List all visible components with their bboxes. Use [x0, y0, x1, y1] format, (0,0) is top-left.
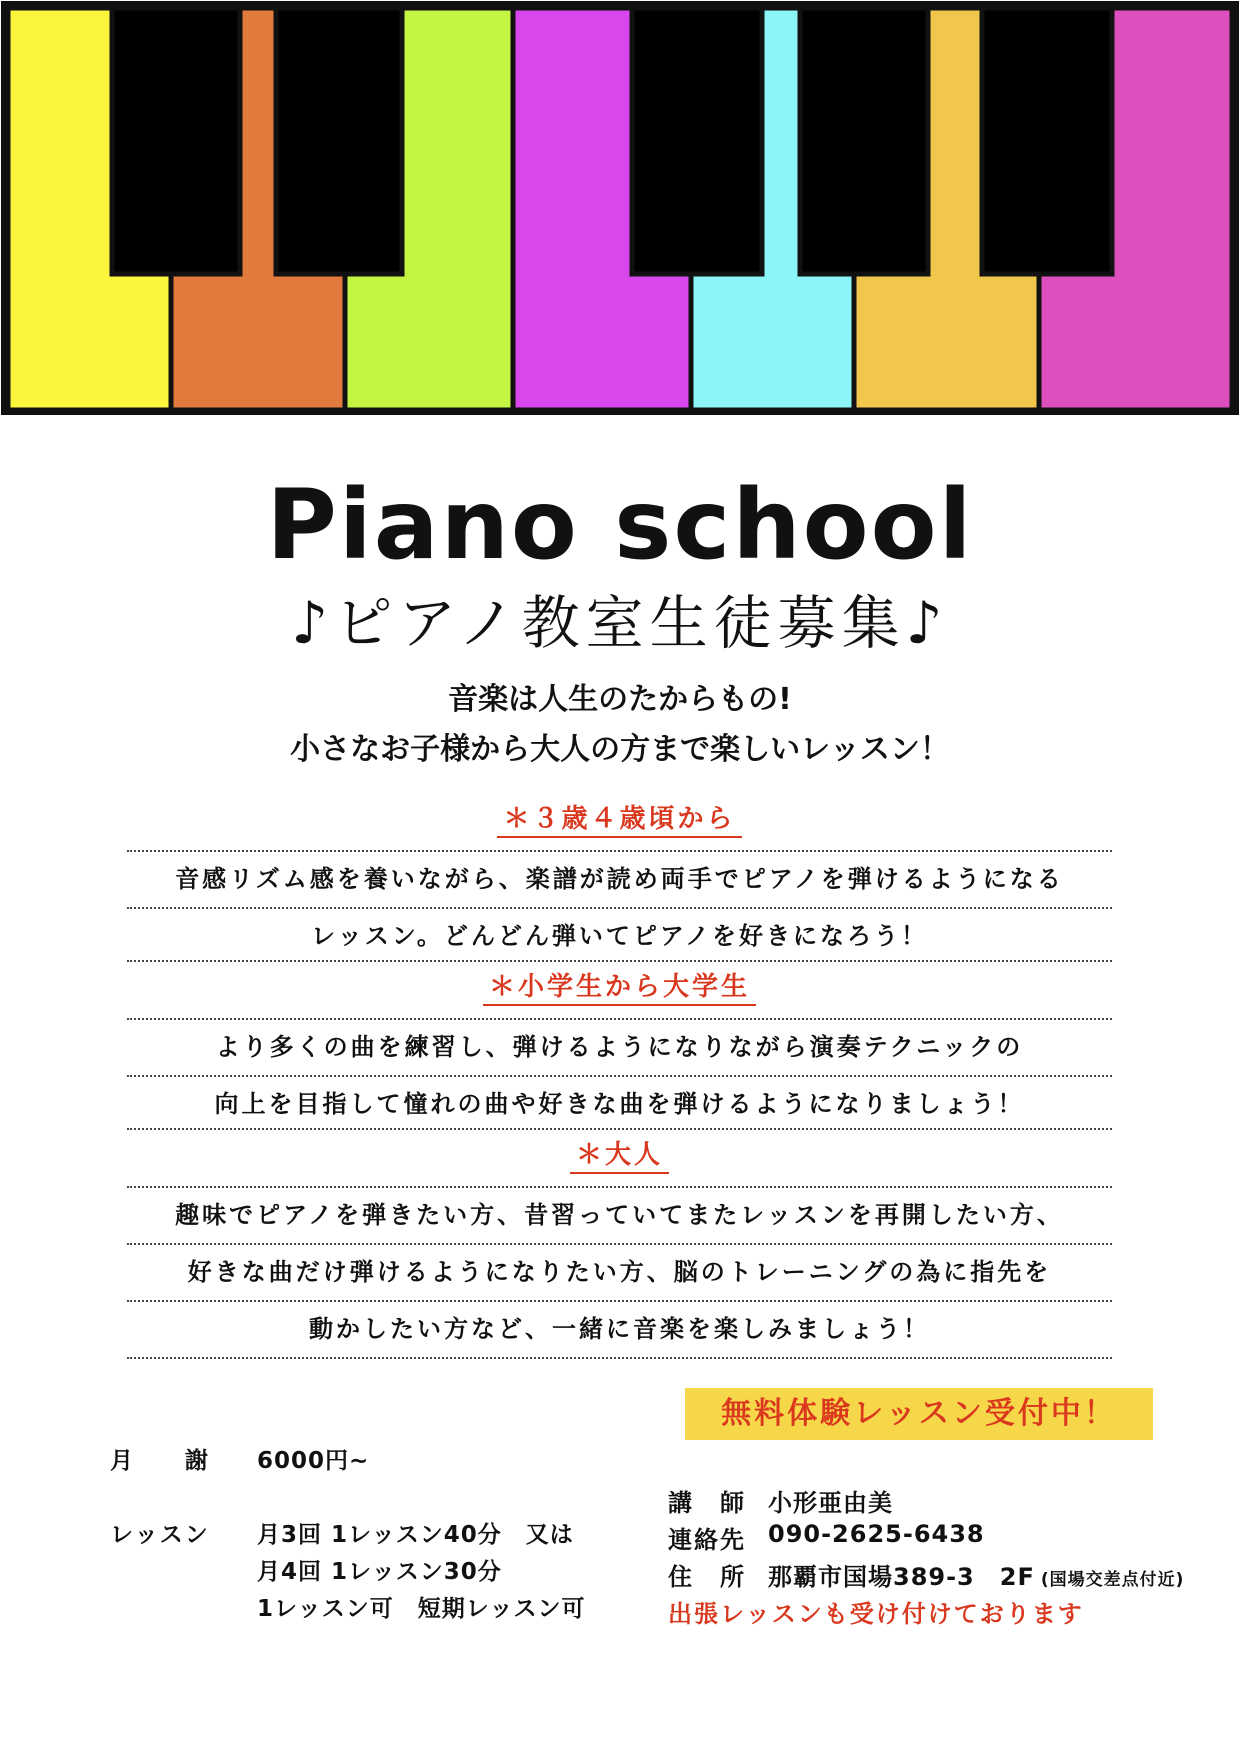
- section-students: [127, 960, 1112, 1132]
- section-line: 趣味でピアノを弾きたい方、昔習っていてまたレッスンを再開したい方、: [127, 1186, 1112, 1243]
- black-key: [982, 8, 1112, 274]
- address-note: (国場交差点付近): [1040, 1570, 1185, 1590]
- section-line: 動かしたい方など、一緒に音楽を楽しみましょう！: [127, 1300, 1112, 1359]
- lesson-line-2: 月4回 1レッスン30分: [257, 1559, 502, 1585]
- section-heading: ＊３歳４歳頃から: [127, 794, 1112, 850]
- phone-number[interactable]: 090-2625-6438: [768, 1520, 985, 1548]
- black-key: [276, 8, 402, 274]
- black-key: [800, 8, 928, 274]
- lesson-line-3: 1レッスン可 短期レッスン可: [257, 1596, 586, 1622]
- section-line: レッスン。どんどん弾いてピアノを好きになろう！: [127, 907, 1112, 964]
- section-line: 好きな曲だけ弾けるようになりたい方、脳のトレーニングの為に指先を: [127, 1243, 1112, 1300]
- section-line: 音感リズム感を養いながら、楽譜が読め両手でピアノを弾けるようになる: [127, 850, 1112, 907]
- phone-label: 連絡先: [668, 1526, 746, 1554]
- lesson-line-1: 月3回 1レッスン40分 又は: [257, 1522, 574, 1548]
- tagline-line-1: 音楽は人生のたからもの!: [448, 682, 792, 717]
- travel-lesson-note: 出張レッスンも受け付けております: [668, 1600, 1084, 1628]
- black-key: [632, 8, 762, 274]
- lesson-label: レッスン: [110, 1522, 210, 1548]
- monthly-fee-value: 6000円~: [257, 1448, 370, 1474]
- monthly-fee-label: 月 謝: [110, 1448, 210, 1474]
- piano-keyboard-illustration: [0, 0, 1240, 416]
- address-value: 那覇市国場389-3 2F: [768, 1563, 1035, 1591]
- address-label: 住 所: [668, 1563, 746, 1591]
- section-line: より多くの曲を練習し、弾けるようになりながら演奏テクニックの: [127, 1018, 1112, 1075]
- section-heading: ＊大人: [127, 1128, 1112, 1186]
- tagline-line-2: 小さなお子様から大人の方まで楽しいレッスン！: [290, 732, 950, 767]
- page-subtitle: ♪ピアノ教室生徒募集♪: [291, 589, 949, 657]
- section-adults: [127, 1128, 1112, 1359]
- free-trial-badge: 無料体験レッスン受付中！: [685, 1388, 1153, 1440]
- teacher-name: 小形亜由美: [768, 1489, 893, 1517]
- section-heading: ＊小学生から大学生: [127, 960, 1112, 1018]
- section-toddlers: [127, 794, 1112, 964]
- section-line: 向上を目指して憧れの曲や好きな曲を弾けるようになりましょう！: [127, 1075, 1112, 1132]
- black-key: [112, 8, 240, 274]
- page-title: Piano school: [266, 469, 974, 581]
- teacher-label: 講 師: [668, 1489, 746, 1517]
